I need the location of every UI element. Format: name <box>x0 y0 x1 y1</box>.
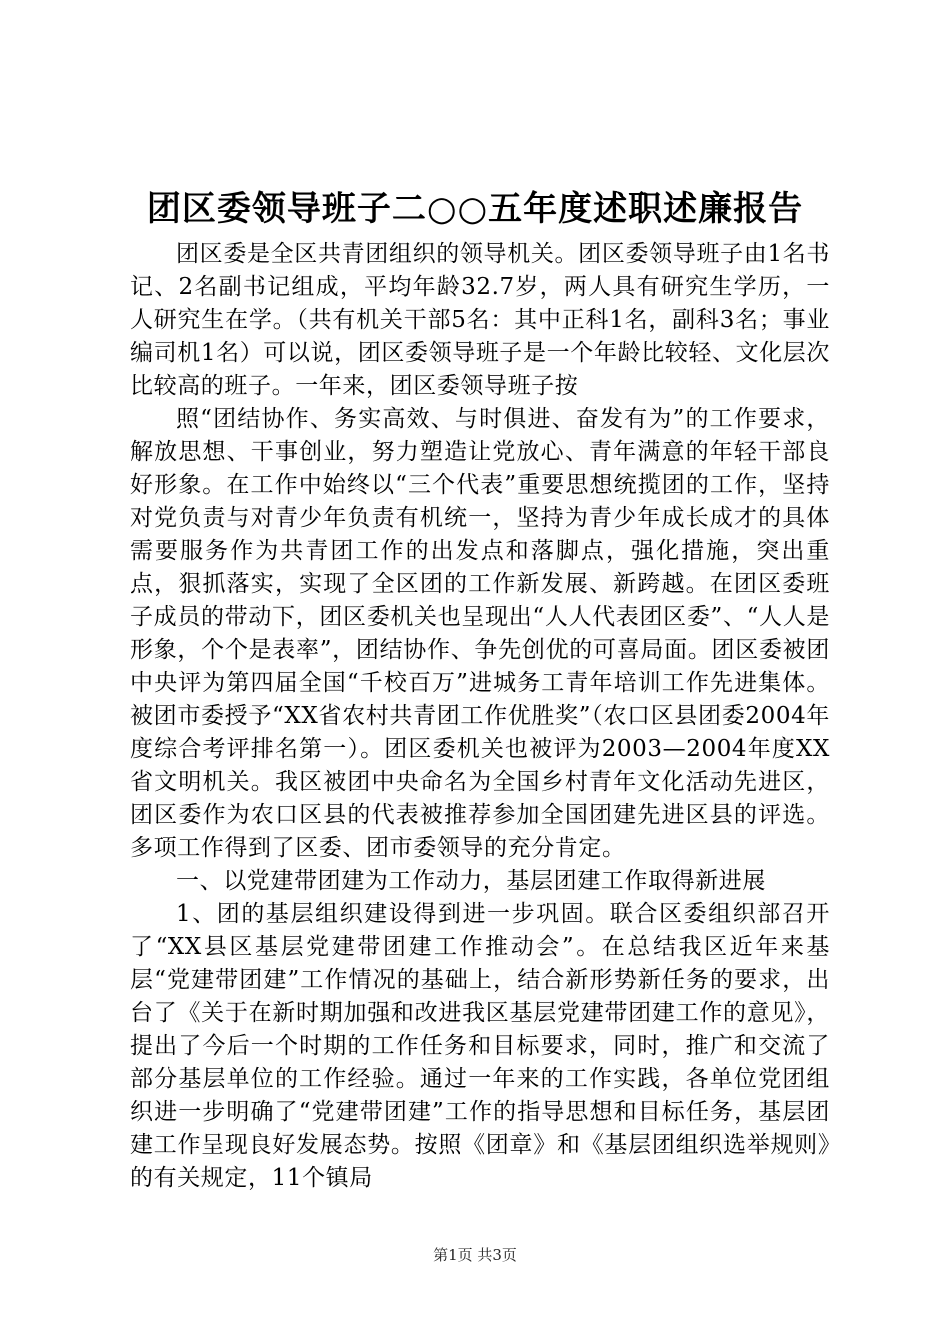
document-body <box>130 238 830 1195</box>
paragraph-section-1-item-1: 1、团的基层组织建设得到进一步巩固。联合区委组织部召开了“XX县区基层党建带团建工作推动会”。在总结我区近年来基层“党建带团建”工作情况的基础上，结合新形势新任务的要求，出台了《关于在新时期加强和改进我区基层党建带团建工作的意见》，提出了今后一个时期的工作任务和目标要求，同时，推广和交流了部分基层单位的工作经验。通过一年来的工作实践，各单位党团组织进一步明确了“党建带团建”工作的指导思想和目标任务，基层团建工作呈现良好发展态势。按照《团章》和《基层团组织选举规则》的有关规定，11个镇局 <box>130 901 830 1191</box>
paragraph-intro: 团区委是全区共青团组织的领导机关。团区委领导班子由1名书记、2名副书记组成，平均年龄32.7岁，两人具有研究生学历，一人研究生在学。（共有机关干部5名：其中正科1名，副科3名；事业编司机1名）可以说，团区委领导班子是一个年龄比较轻、文化层次比较高的班子。一年来，团区委领导班子按 <box>130 241 830 399</box>
document-title: 团区委领导班子二○○五年度述职述廉报告 <box>146 189 804 229</box>
section-heading-1: 一、以党建带团建为工作动力，基层团建工作取得新进展 <box>176 868 766 894</box>
paragraph-work-summary: 照“团结协作、务实高效、与时俱进、奋发有为”的工作要求，解放思想、干事创业，努力塑造让党放心、青年满意的年轻干部良好形象。在工作中始终以“三个代表”重要思想统揽团的工作，坚持对党负责与对青少年负责有机统一，坚持为青少年成长成才的具体需要服务作为共青团工作的出发点和落脚点，强化措施，突出重点，狠抓落实，实现了全区团的工作新发展、新跨越。在团区委班子成员的带动下，团区委机关也呈现出“人人代表团区委”、“人人是形象，个个是表率”，团结协作、争先创优的可喜局面。团区委被团中央评为第四届全国“千校百万”进城务工青年培训工作先进集体。被团市委授予“XX省农村共青团工作优胜奖”（农口区县团委2004年度综合考评排名第一）。团区委机关也被评为2003—2004年度XX省文明机关。我区被团中央命名为全国乡村青年文化活动先进区，团区委作为农口区县的代表被推荐参加全国团建先进区县的评选。多项工作得到了区委、团市委领导的充分肯定。 <box>130 406 830 861</box>
page-number-footer: 第1页 共3页 <box>433 1246 517 1264</box>
